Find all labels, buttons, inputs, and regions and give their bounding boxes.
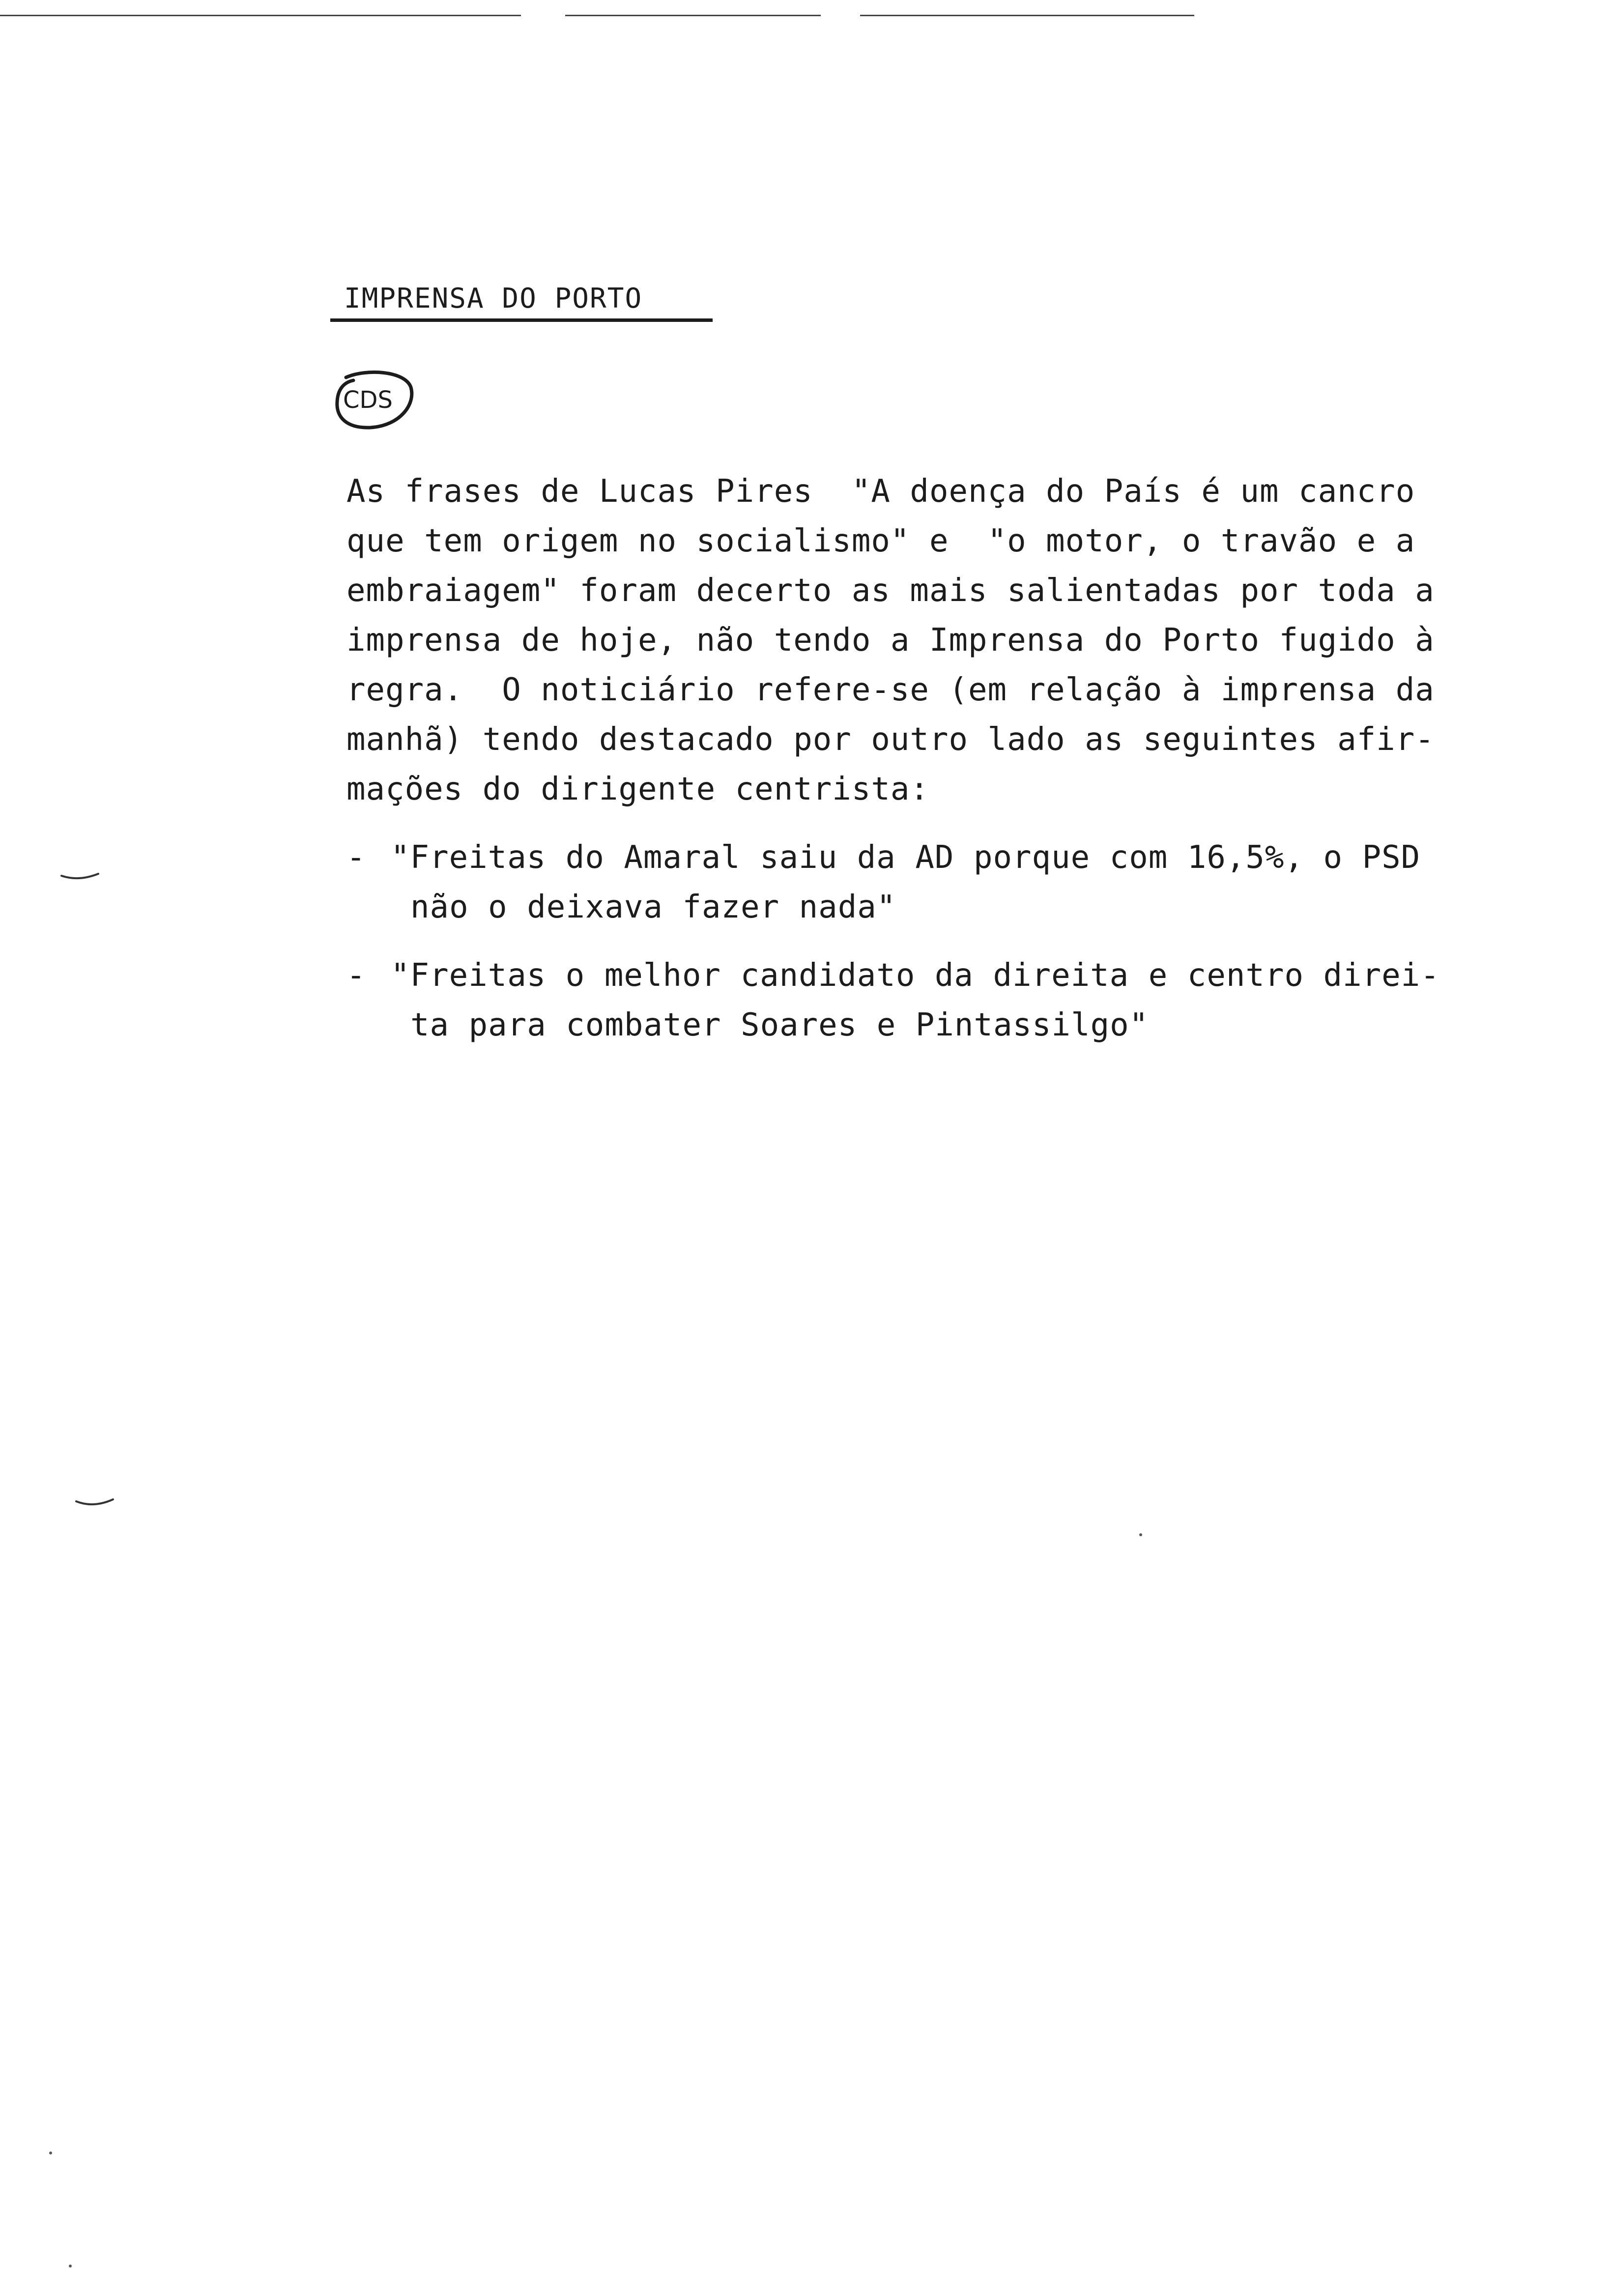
list-item-line: ta para combater Soares e Pintassilgo" xyxy=(410,1007,1149,1043)
margin-punch-mark xyxy=(59,870,103,885)
paragraph-line: As frases de Lucas Pires "A doença do País é um cancro xyxy=(346,473,1415,510)
scan-speck xyxy=(69,2265,72,2267)
bullet-dash: - xyxy=(346,957,366,994)
list-item-line: "Freitas do Amaral saiu da AD porque com 16,5%, o PSD xyxy=(391,839,1421,876)
paragraph-line: regra. O noticiário refere-se (em relação à imprensa da xyxy=(346,672,1435,708)
margin-punch-mark xyxy=(74,1496,118,1511)
paragraph-line: imprensa de hoje, não tendo a Imprensa do Porto fugido à xyxy=(346,622,1435,659)
quote-list xyxy=(346,833,1477,1069)
bullet-dash: - xyxy=(346,839,366,876)
paragraph-line: embraiagem" foram decerto as mais salientadas por toda a xyxy=(346,573,1435,609)
section-heading: IMPRENSA DO PORTO xyxy=(344,283,643,315)
main-paragraph xyxy=(346,467,1477,814)
top-scan-rule xyxy=(860,15,1194,16)
paragraph-line: manhã) tendo destacado por outro lado as seguintes afir- xyxy=(346,721,1435,758)
scan-speck xyxy=(1139,1533,1142,1536)
paragraph-line: mações do dirigente centrista: xyxy=(346,771,929,807)
list-item xyxy=(346,951,1477,1050)
list-item xyxy=(346,833,1477,932)
paragraph-line: que tem origem no socialismo" e "o motor, o travão e a xyxy=(346,523,1415,559)
list-item-line: não o deixava fazer nada" xyxy=(410,889,896,925)
list-item-line: "Freitas o melhor candidato da direita e centro direi- xyxy=(391,957,1440,994)
top-scan-rule xyxy=(0,15,521,16)
top-scan-rule xyxy=(565,15,821,16)
stamp-label: CDS xyxy=(343,386,393,414)
scan-speck xyxy=(49,2152,52,2154)
heading-underline xyxy=(330,318,713,322)
